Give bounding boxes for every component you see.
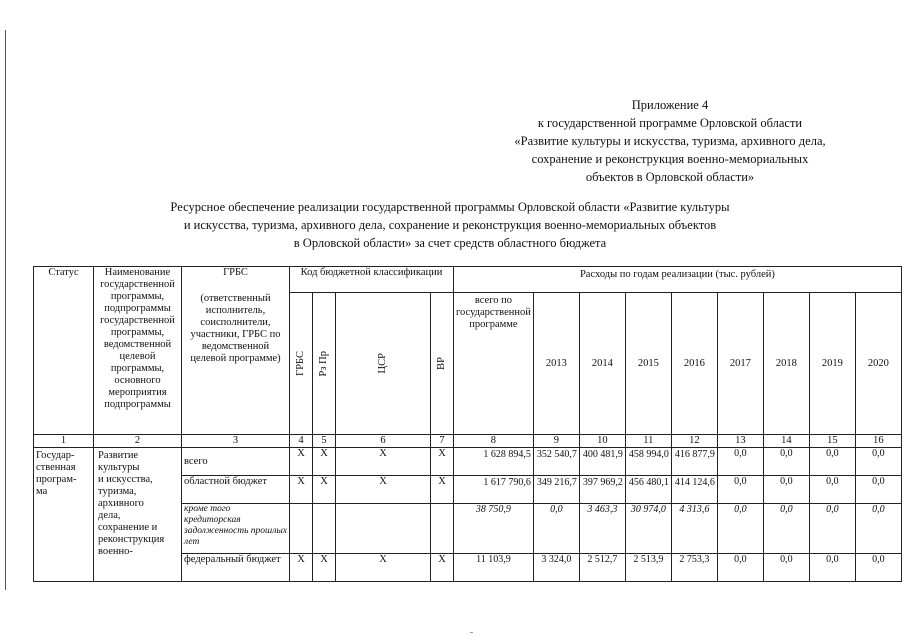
header-name: Наименование государственной программы, подпрограммы государственной программы, ведомственной целевой программы, основного мероприятия подпрограммы (94, 267, 182, 435)
status-line: програм- (36, 474, 77, 485)
value-cell: 3 463,3 (579, 504, 625, 554)
column-index: 9 (533, 435, 579, 448)
value-cell: 0,0 (763, 476, 809, 504)
program-name-line: и искусства, (98, 474, 153, 485)
row-label: всего (182, 448, 290, 476)
header-year: 2015 (625, 293, 671, 435)
header-code-vr-cell (431, 293, 454, 435)
header-grbs: ГРБС (223, 267, 248, 278)
code-cell: Х (336, 448, 431, 476)
code-cell: Х (431, 448, 454, 476)
value-cell: 0,0 (809, 504, 855, 554)
budget-table (33, 266, 902, 582)
code-cell: Х (313, 476, 336, 504)
header-code-csr: ЦСР (377, 353, 388, 374)
column-index: 8 (454, 435, 534, 448)
value-cell: 0,0 (855, 448, 901, 476)
document-title (90, 198, 810, 252)
program-name-line: культуры (98, 462, 140, 473)
value-cell: 1 628 894,5 (454, 448, 534, 476)
code-cell: Х (290, 554, 313, 582)
value-cell: 0,0 (717, 504, 763, 554)
value-cell: 397 969,2 (579, 476, 625, 504)
header-code-vr: ВР (436, 357, 447, 370)
header-grbs-note: (ответственный исполнитель, соисполнители, участники, ГРБС по ведомственной целевой программе) (190, 293, 281, 364)
value-cell: 38 750,9 (454, 504, 534, 554)
value-cell: 0,0 (855, 554, 901, 582)
appendix-line: к государственной программе Орловской области (537, 116, 803, 130)
header-year: 2014 (579, 293, 625, 435)
column-index: 12 (671, 435, 717, 448)
value-cell: 2 512,7 (579, 554, 625, 582)
code-cell: Х (431, 554, 454, 582)
value-cell: 400 481,9 (579, 448, 625, 476)
value-cell: 11 103,9 (454, 554, 534, 582)
value-cell: 0,0 (809, 476, 855, 504)
appendix-heading (460, 96, 880, 186)
program-name-line: военно- (98, 546, 133, 557)
header-budget-code: Код бюджетной классификации (290, 267, 454, 293)
row-label: областной бюджет (182, 476, 290, 504)
value-cell: 0,0 (717, 554, 763, 582)
column-index: 11 (625, 435, 671, 448)
title-line: и искусства, туризма, архивного дела, сохранение и реконструкция военно-мемориальных объектов (183, 218, 717, 232)
column-index: 16 (855, 435, 901, 448)
header-expenses: Расходы по годам реализации (тыс. рублей) (454, 267, 902, 293)
title-line: в Орловской области» за счет средств областного бюджета (293, 236, 607, 250)
appendix-line: объектов в Орловской области» (585, 170, 755, 184)
column-index: 6 (336, 435, 431, 448)
value-cell: 0,0 (717, 476, 763, 504)
value-cell: 352 540,7 (533, 448, 579, 476)
code-cell (313, 504, 336, 554)
header-status: Статус (34, 267, 94, 435)
header-grbs-cell (182, 267, 290, 435)
value-cell: 2 513,9 (625, 554, 671, 582)
value-cell: 416 877,9 (671, 448, 717, 476)
row-label: кроме того кредиторская задолженность прошлых лет (182, 504, 290, 554)
title-line: Ресурсное обеспечение реализации государственной программы Орловской области «Развитие культуры (170, 200, 730, 214)
appendix-line: сохранение и реконструкция военно-мемориальных (531, 152, 809, 166)
code-cell (290, 504, 313, 554)
header-code-grbs-cell (290, 293, 313, 435)
value-cell: 30 974,0 (625, 504, 671, 554)
value-cell: 0,0 (763, 504, 809, 554)
value-cell: 349 216,7 (533, 476, 579, 504)
table-row (34, 448, 902, 476)
value-cell: 0,0 (855, 476, 901, 504)
page-left-edge (5, 30, 6, 590)
header-year: 2020 (855, 293, 901, 435)
header-total: всего по государственной программе (454, 293, 534, 435)
value-cell: 0,0 (763, 448, 809, 476)
scan-mark (470, 632, 473, 633)
value-cell: 0,0 (809, 554, 855, 582)
program-name-cell (94, 448, 182, 582)
value-cell: 0,0 (533, 504, 579, 554)
value-cell: 4 313,6 (671, 504, 717, 554)
program-name-line: туризма, (98, 486, 137, 497)
column-index: 10 (579, 435, 625, 448)
column-index: 14 (763, 435, 809, 448)
program-name-line: архивного (98, 498, 144, 509)
code-cell: Х (290, 476, 313, 504)
header-year: 2017 (717, 293, 763, 435)
value-cell: 0,0 (855, 504, 901, 554)
code-cell: Х (336, 476, 431, 504)
header-code-grbs: ГРБС (295, 351, 306, 376)
header-code-rzpr-cell (313, 293, 336, 435)
header-code-rzpr: Рз Пр (318, 350, 329, 377)
column-index: 5 (313, 435, 336, 448)
header-year: 2019 (809, 293, 855, 435)
column-index: 15 (809, 435, 855, 448)
column-index-row (34, 435, 902, 448)
value-cell: 1 617 790,6 (454, 476, 534, 504)
program-name-line: сохранение и (98, 522, 158, 533)
header-code-csr-cell (336, 293, 431, 435)
column-index: 3 (182, 435, 290, 448)
code-cell (336, 504, 431, 554)
program-name-line: Развитие (98, 450, 139, 461)
appendix-line: «Развитие культуры и искусства, туризма, архивного дела, (514, 134, 826, 148)
value-cell: 0,0 (717, 448, 763, 476)
row-label: федеральный бюджет (182, 554, 290, 582)
value-cell: 458 994,0 (625, 448, 671, 476)
code-cell: Х (290, 448, 313, 476)
value-cell: 456 480,1 (625, 476, 671, 504)
header-year: 2018 (763, 293, 809, 435)
code-cell (431, 504, 454, 554)
header-year: 2013 (533, 293, 579, 435)
code-cell: Х (431, 476, 454, 504)
code-cell: Х (313, 554, 336, 582)
value-cell: 3 324,0 (533, 554, 579, 582)
column-index: 2 (94, 435, 182, 448)
column-index: 4 (290, 435, 313, 448)
status-line: ственная (36, 462, 76, 473)
value-cell: 0,0 (809, 448, 855, 476)
value-cell: 0,0 (763, 554, 809, 582)
column-index: 7 (431, 435, 454, 448)
column-index: 13 (717, 435, 763, 448)
value-cell: 2 753,3 (671, 554, 717, 582)
appendix-line: Приложение 4 (631, 98, 709, 112)
status-cell (34, 448, 94, 582)
program-name-line: реконструкция (98, 534, 165, 545)
code-cell: Х (336, 554, 431, 582)
column-index: 1 (34, 435, 94, 448)
code-cell: Х (313, 448, 336, 476)
program-name-line: дела, (98, 510, 121, 521)
status-line: Государ- (36, 450, 75, 461)
status-line: ма (36, 486, 48, 497)
header-year: 2016 (671, 293, 717, 435)
value-cell: 414 124,6 (671, 476, 717, 504)
